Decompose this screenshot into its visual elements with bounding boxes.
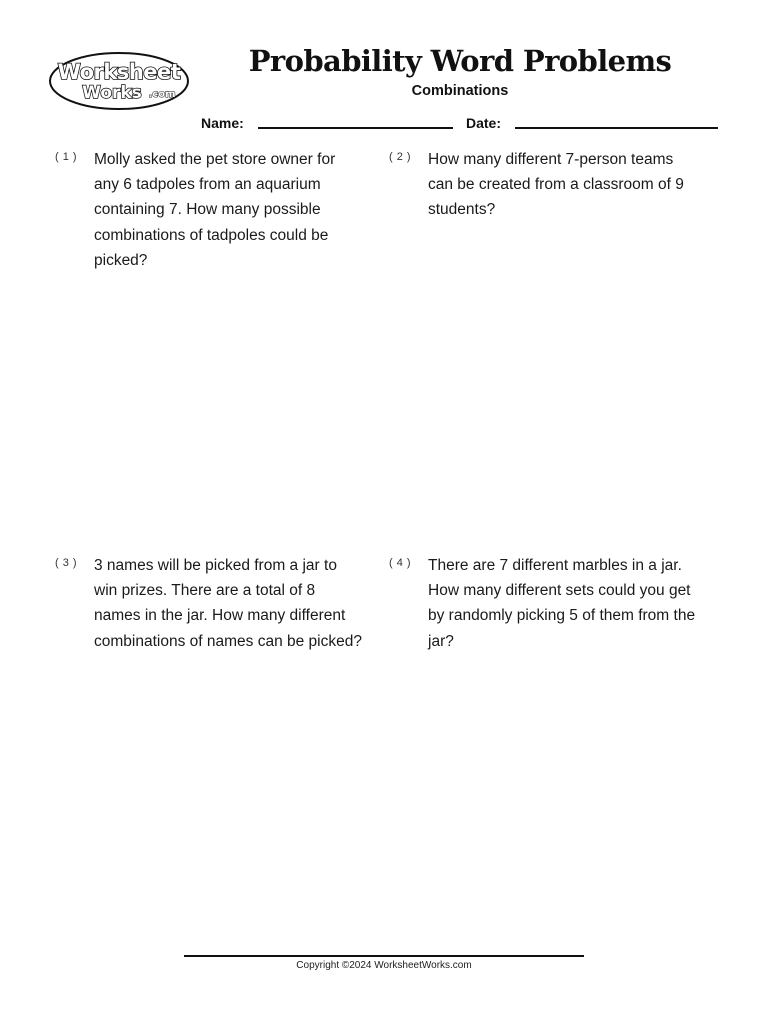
logo-graphic [48, 50, 190, 112]
worksheetworks-logo [48, 50, 190, 112]
page-title: Probability Word Problems [248, 44, 672, 78]
page-subtitle: Combinations [411, 83, 509, 99]
svg-text:Works: Works [82, 83, 142, 103]
problem-number: ( 3 ) [55, 557, 78, 569]
footer-divider [184, 955, 584, 957]
problem-text: 3 names will be picked from a jar to win prizes. There are a total of 8 names in the jar. How many different combinations of names can be picked? [94, 557, 362, 650]
svg-text:Worksheet: Worksheet [57, 60, 181, 84]
svg-text:.com: .com [148, 89, 176, 100]
problem-number: ( 1 ) [55, 151, 78, 163]
name-label: Name: [201, 115, 244, 131]
copyright-text: Copyright ©2024 WorksheetWorks.com [296, 960, 472, 971]
problem-text: How many different 7-person teams can be created from a classroom of 9 students? [428, 151, 684, 219]
problem-text: There are 7 different marbles in a jar. How many different sets could you get by randomly picking 5 of them from the jar? [428, 557, 696, 650]
date-field-line[interactable] [515, 127, 718, 129]
problem-number: ( 2 ) [389, 151, 412, 163]
name-field-line[interactable] [258, 127, 453, 129]
date-label: Date: [466, 115, 502, 131]
problem-number: ( 4 ) [389, 557, 412, 569]
problem-text: Molly asked the pet store owner for any 6 tadpoles from an aquarium containing 7. How many possible combinations of tadpoles could be picked? [94, 151, 336, 269]
